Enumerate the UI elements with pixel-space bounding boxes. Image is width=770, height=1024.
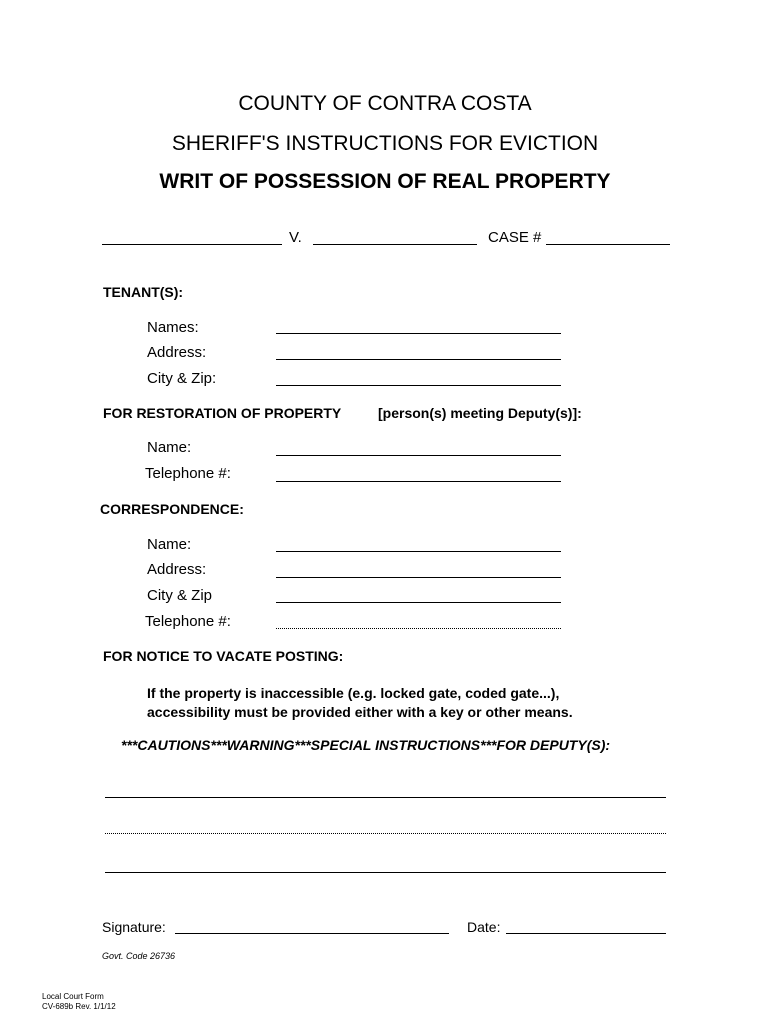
tenants-heading: TENANT(S): xyxy=(103,284,184,300)
govt-code: Govt. Code 26736 xyxy=(102,951,176,961)
instructions-line-3[interactable] xyxy=(105,872,666,873)
instructions-line-2[interactable] xyxy=(105,833,666,834)
restoration-telephone-label: Telephone #: xyxy=(145,465,231,482)
plaintiff-field[interactable] xyxy=(102,244,282,245)
restoration-name-field[interactable] xyxy=(276,455,561,456)
date-label: Date: xyxy=(467,919,501,935)
versus-label: V. xyxy=(289,229,302,246)
writ-title: WRIT OF POSSESSION OF REAL PROPERTY xyxy=(159,170,611,193)
case-number-field[interactable] xyxy=(546,244,670,245)
tenant-address-label: Address: xyxy=(147,344,207,361)
restoration-telephone-field[interactable] xyxy=(276,481,561,482)
correspondence-address-label: Address: xyxy=(147,561,207,578)
tenant-names-field[interactable] xyxy=(276,333,561,334)
correspondence-name-field[interactable] xyxy=(276,551,561,552)
case-number-label: CASE # xyxy=(488,229,542,246)
tenant-address-field[interactable] xyxy=(276,359,561,360)
correspondence-address-field[interactable] xyxy=(276,577,561,578)
signature-label: Signature: xyxy=(102,919,166,935)
correspondence-cityzip-label: City & Zip xyxy=(147,587,213,604)
restoration-heading: FOR RESTORATION OF PROPERTY xyxy=(103,405,342,421)
caution-text: ***CAUTIONS***WARNING***SPECIAL INSTRUCTIONS***FOR DEPUTY(S): xyxy=(121,737,611,753)
instructions-title: SHERIFF'S INSTRUCTIONS FOR EVICTION xyxy=(171,132,599,155)
tenant-names-label: Names: xyxy=(147,319,199,336)
correspondence-cityzip-field[interactable] xyxy=(276,602,561,603)
notice-line-2: accessibility must be provided either with a key or other means. xyxy=(147,704,573,720)
correspondence-telephone-field[interactable] xyxy=(276,628,561,629)
tenant-cityzip-field[interactable] xyxy=(276,385,561,386)
correspondence-heading: CORRESPONDENCE: xyxy=(100,501,244,517)
restoration-subheading: [person(s) meeting Deputy(s)]: xyxy=(378,405,582,421)
county-title: COUNTY OF CONTRA COSTA xyxy=(238,92,532,115)
correspondence-name-label: Name: xyxy=(147,536,192,553)
footer-revision: CV-689b Rev. 1/1/12 xyxy=(42,1002,116,1011)
signature-field[interactable] xyxy=(175,933,449,934)
notice-line-1: If the property is inaccessible (e.g. locked gate, coded gate...), xyxy=(147,685,560,701)
tenant-cityzip-label: City & Zip: xyxy=(147,370,217,387)
notice-heading: FOR NOTICE TO VACATE POSTING: xyxy=(103,648,344,664)
restoration-name-label: Name: xyxy=(147,439,192,456)
defendant-field[interactable] xyxy=(313,244,477,245)
date-field[interactable] xyxy=(506,933,666,934)
correspondence-telephone-label: Telephone #: xyxy=(145,613,231,630)
instructions-line-1[interactable] xyxy=(105,797,666,798)
footer-form-label: Local Court Form xyxy=(42,992,104,1001)
